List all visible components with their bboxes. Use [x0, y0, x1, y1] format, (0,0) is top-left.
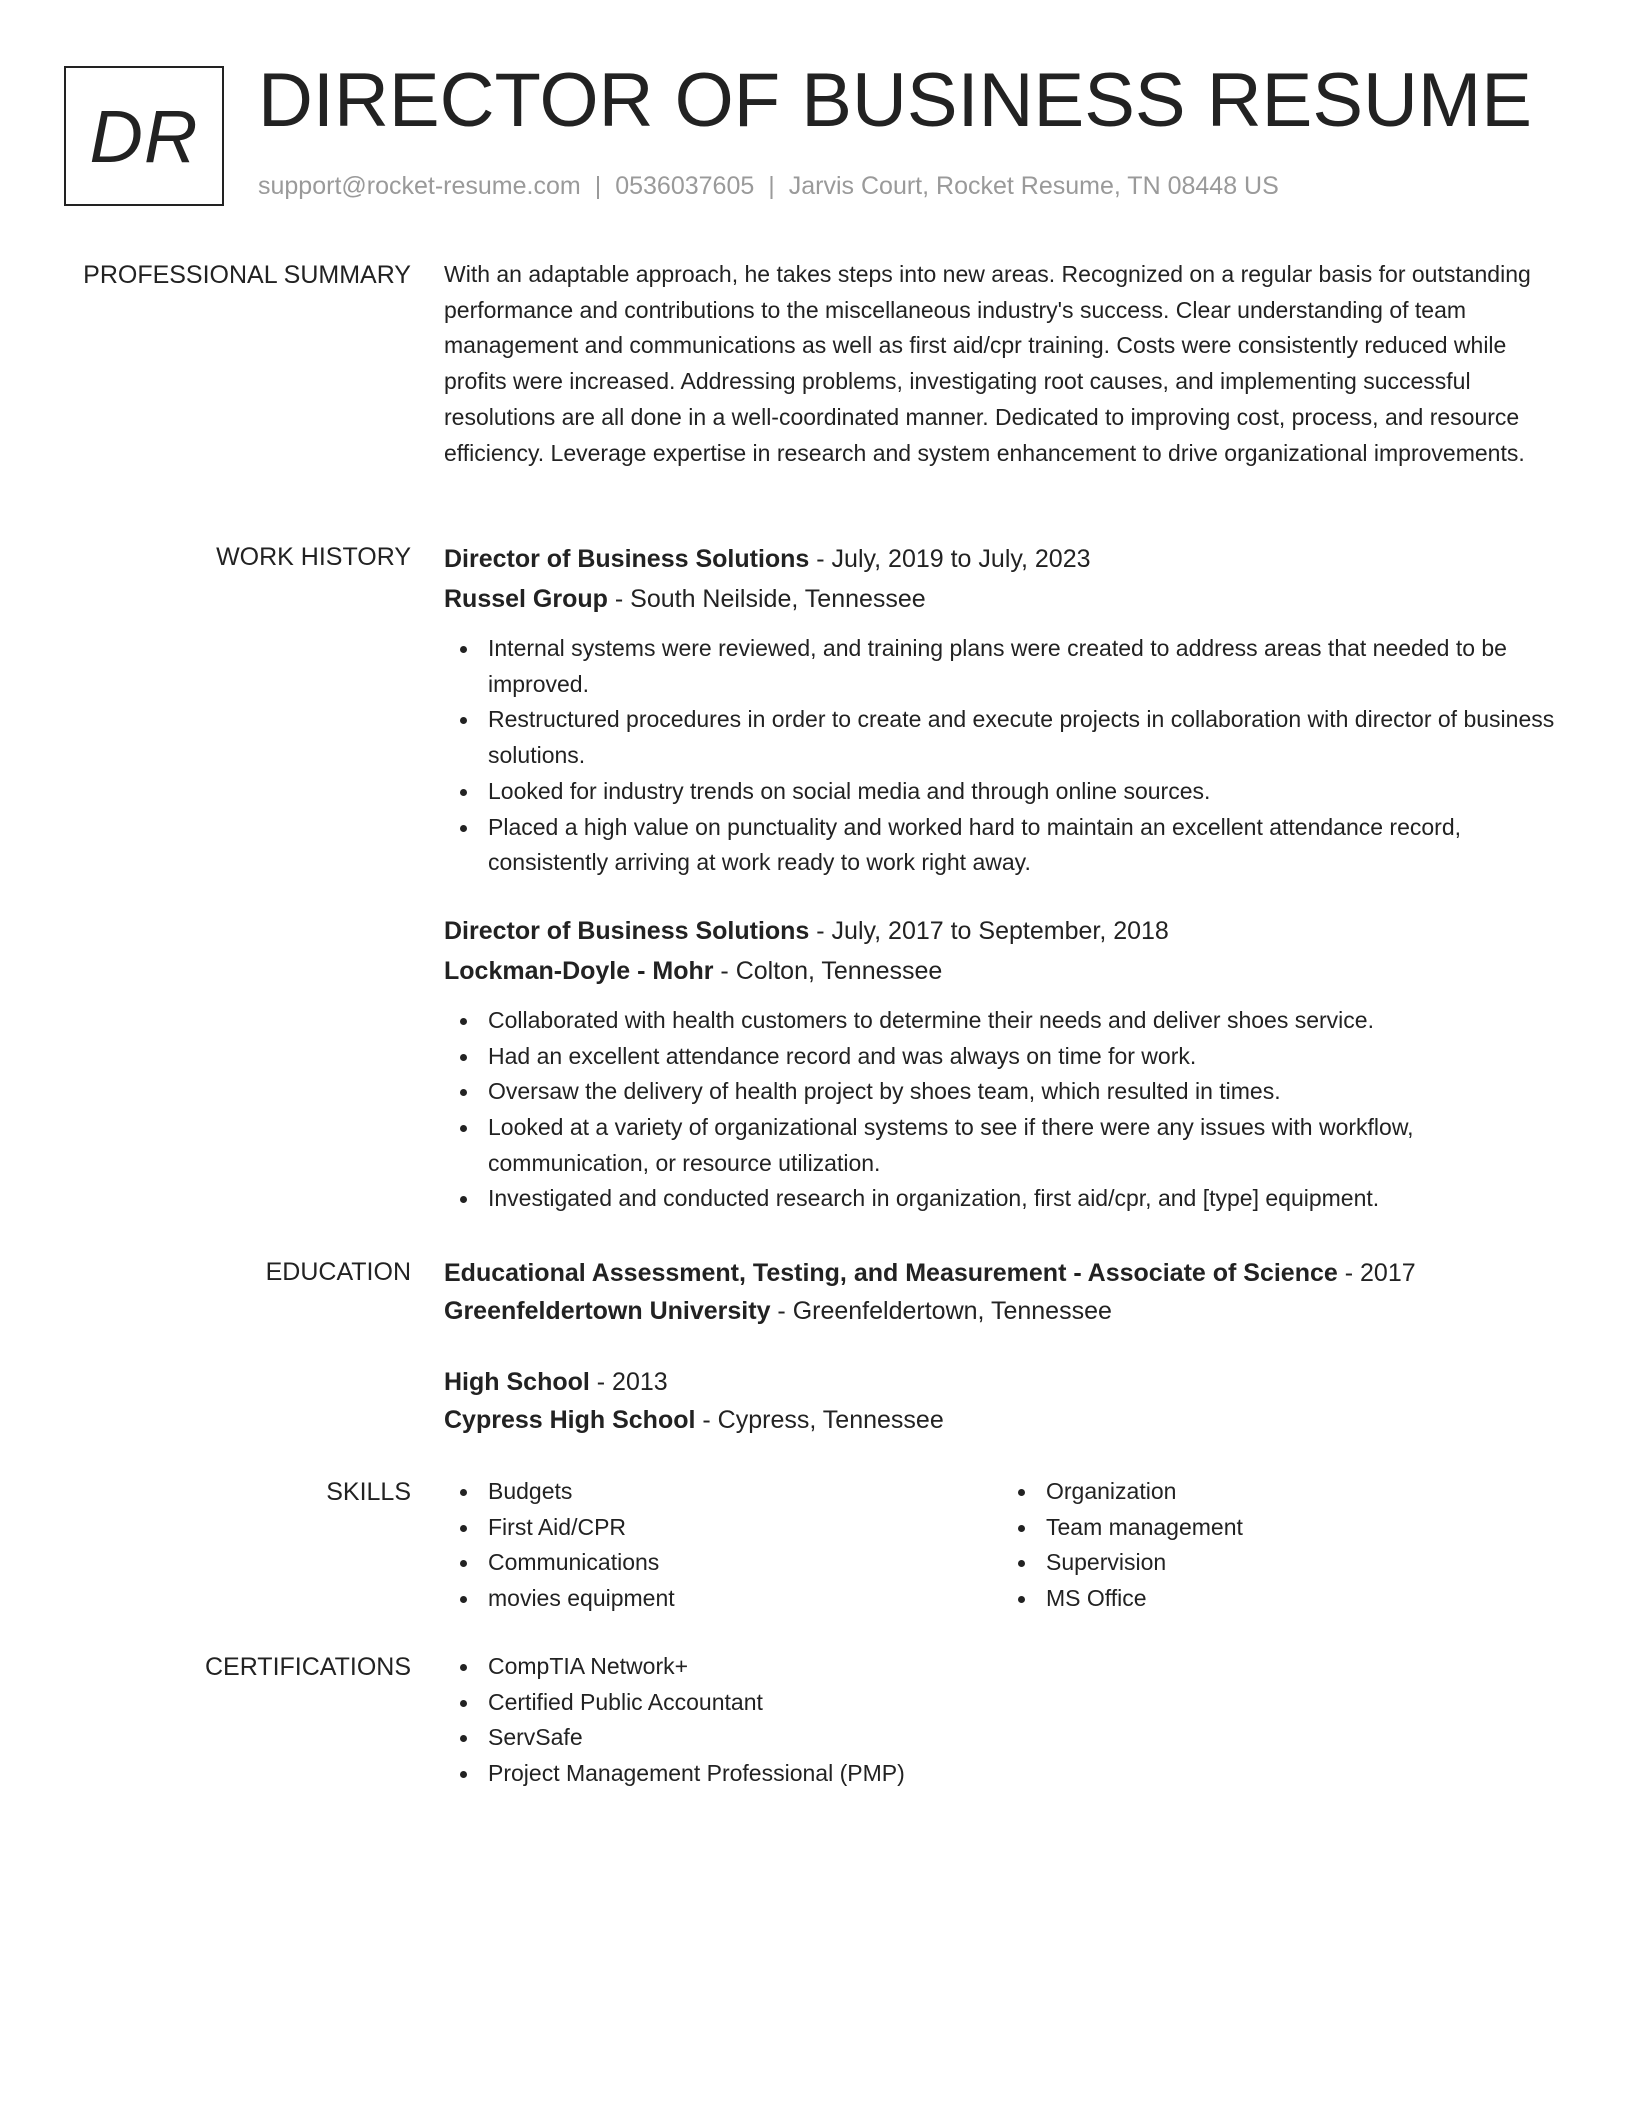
education-school-line	[444, 1401, 1560, 1439]
list-item: Team management	[1046, 1510, 1560, 1546]
job-entry	[444, 539, 1560, 881]
job-company-line	[444, 579, 1560, 619]
list-item: Investigated and conducted research in organization, first aid/cpr, and [type] equipment.	[488, 1181, 1560, 1217]
list-item: Internal systems were reviewed, and training plans were created to address areas that needed to be improved.	[488, 631, 1560, 702]
contact-email[interactable]: support@rocket-resume.com	[258, 172, 581, 200]
list-item: Restructured procedures in order to create and execute projects in collaboration with director of business solutions.	[488, 702, 1560, 773]
education-degree: Educational Assessment, Testing, and Measurement - Associate of Science	[444, 1259, 1338, 1287]
list-item: First Aid/CPR	[488, 1510, 1002, 1546]
list-item: Collaborated with health customers to determine their needs and deliver shoes service.	[488, 1003, 1560, 1039]
contact-line	[258, 172, 1279, 201]
job-company: Lockman-Doyle - Mohr	[444, 956, 714, 985]
job-title: Director of Business Solutions	[444, 545, 810, 573]
education-entry	[444, 1363, 1560, 1439]
monogram-box	[64, 66, 224, 206]
list-item: Organization	[1046, 1474, 1560, 1510]
education-location: - Greenfeldertown, Tennessee	[770, 1297, 1112, 1325]
list-item: ServSafe	[488, 1720, 1560, 1756]
education-entry	[444, 1254, 1560, 1330]
list-item: Looked for industry trends on social media and through online sources.	[488, 774, 1560, 810]
list-item: MS Office	[1046, 1581, 1560, 1617]
list-item: Supervision	[1046, 1545, 1560, 1581]
section-label-summary: PROFESSIONAL SUMMARY	[83, 261, 411, 289]
list-item: Placed a high value on punctuality and worked hard to maintain an excellent attendance record, consistently arriving at work ready to work right away.	[488, 810, 1560, 881]
list-item: CompTIA Network+	[488, 1649, 1560, 1685]
list-item: Certified Public Accountant	[488, 1685, 1560, 1721]
job-company: Russel Group	[444, 585, 608, 613]
job-title: Director of Business Solutions	[444, 916, 810, 945]
education-degree-line	[444, 1254, 1560, 1292]
job-bullets	[444, 631, 1560, 881]
section-label-certifications: CERTIFICATIONS	[204, 1653, 411, 1681]
skills-list-right	[1002, 1474, 1560, 1617]
education-degree: High School	[444, 1368, 590, 1396]
job-bullets	[444, 1003, 1560, 1217]
education-school-line	[444, 1292, 1560, 1330]
education-year: - 2013	[589, 1368, 668, 1396]
contact-separator: |	[768, 172, 775, 200]
job-dates: - July, 2019 to July, 2023	[809, 545, 1091, 573]
list-item: Communications	[488, 1545, 1002, 1581]
section-label-work-history: WORK HISTORY	[216, 543, 411, 571]
section-label-education: EDUCATION	[265, 1258, 411, 1286]
certifications-list	[444, 1649, 1560, 1792]
job-location: - South Neilside, Tennessee	[607, 585, 926, 613]
job-dates: - July, 2017 to September, 2018	[809, 916, 1169, 945]
list-item: Oversaw the delivery of health project by shoes team, which resulted in times.	[488, 1074, 1560, 1110]
job-entry	[444, 911, 1560, 1217]
education-location: - Cypress, Tennessee	[695, 1406, 944, 1434]
skills-grid	[444, 1474, 1560, 1617]
section-label-skills: SKILLS	[326, 1478, 411, 1506]
skills-list-left	[444, 1474, 1002, 1617]
list-item: Looked at a variety of organizational systems to see if there were any issues with workflow, communication, or resource utilization.	[488, 1110, 1560, 1181]
monogram-initials: DR	[89, 94, 199, 178]
job-title-line	[444, 911, 1560, 951]
list-item: Project Management Professional (PMP)	[488, 1756, 1560, 1792]
list-item: Budgets	[488, 1474, 1002, 1510]
list-item: movies equipment	[488, 1581, 1002, 1617]
contact-address: Jarvis Court, Rocket Resume, TN 08448 US	[788, 172, 1279, 200]
contact-separator: |	[594, 172, 602, 200]
contact-phone[interactable]: 0536037605	[615, 172, 755, 200]
resume-title: DIRECTOR OF BUSINESS RESUME	[258, 58, 1532, 143]
job-location: - Colton, Tennessee	[713, 956, 943, 985]
education-year: - 2017	[1337, 1259, 1416, 1287]
summary-text: With an adaptable approach, he takes steps into new areas. Recognized on a regular basis for outstanding performance and contributions to the miscellaneous industry's success. Clear understanding of team management and communications as well as first aid/cpr training. Costs were consistently reduced while profits were increased. Addressing problems, investigating root causes, and implementing successful resolutions are all done in a well-coordinated manner. Dedicated to improving cost, process, and resource efficiency. Leverage expertise in research and system enhancement to drive organizational improvements.	[444, 261, 1531, 466]
education-degree-line	[444, 1363, 1560, 1401]
job-title-line	[444, 539, 1560, 579]
education-school: Cypress High School	[444, 1406, 696, 1434]
job-company-line	[444, 951, 1560, 991]
list-item: Had an excellent attendance record and was always on time for work.	[488, 1039, 1560, 1075]
education-school: Greenfeldertown University	[444, 1297, 771, 1325]
